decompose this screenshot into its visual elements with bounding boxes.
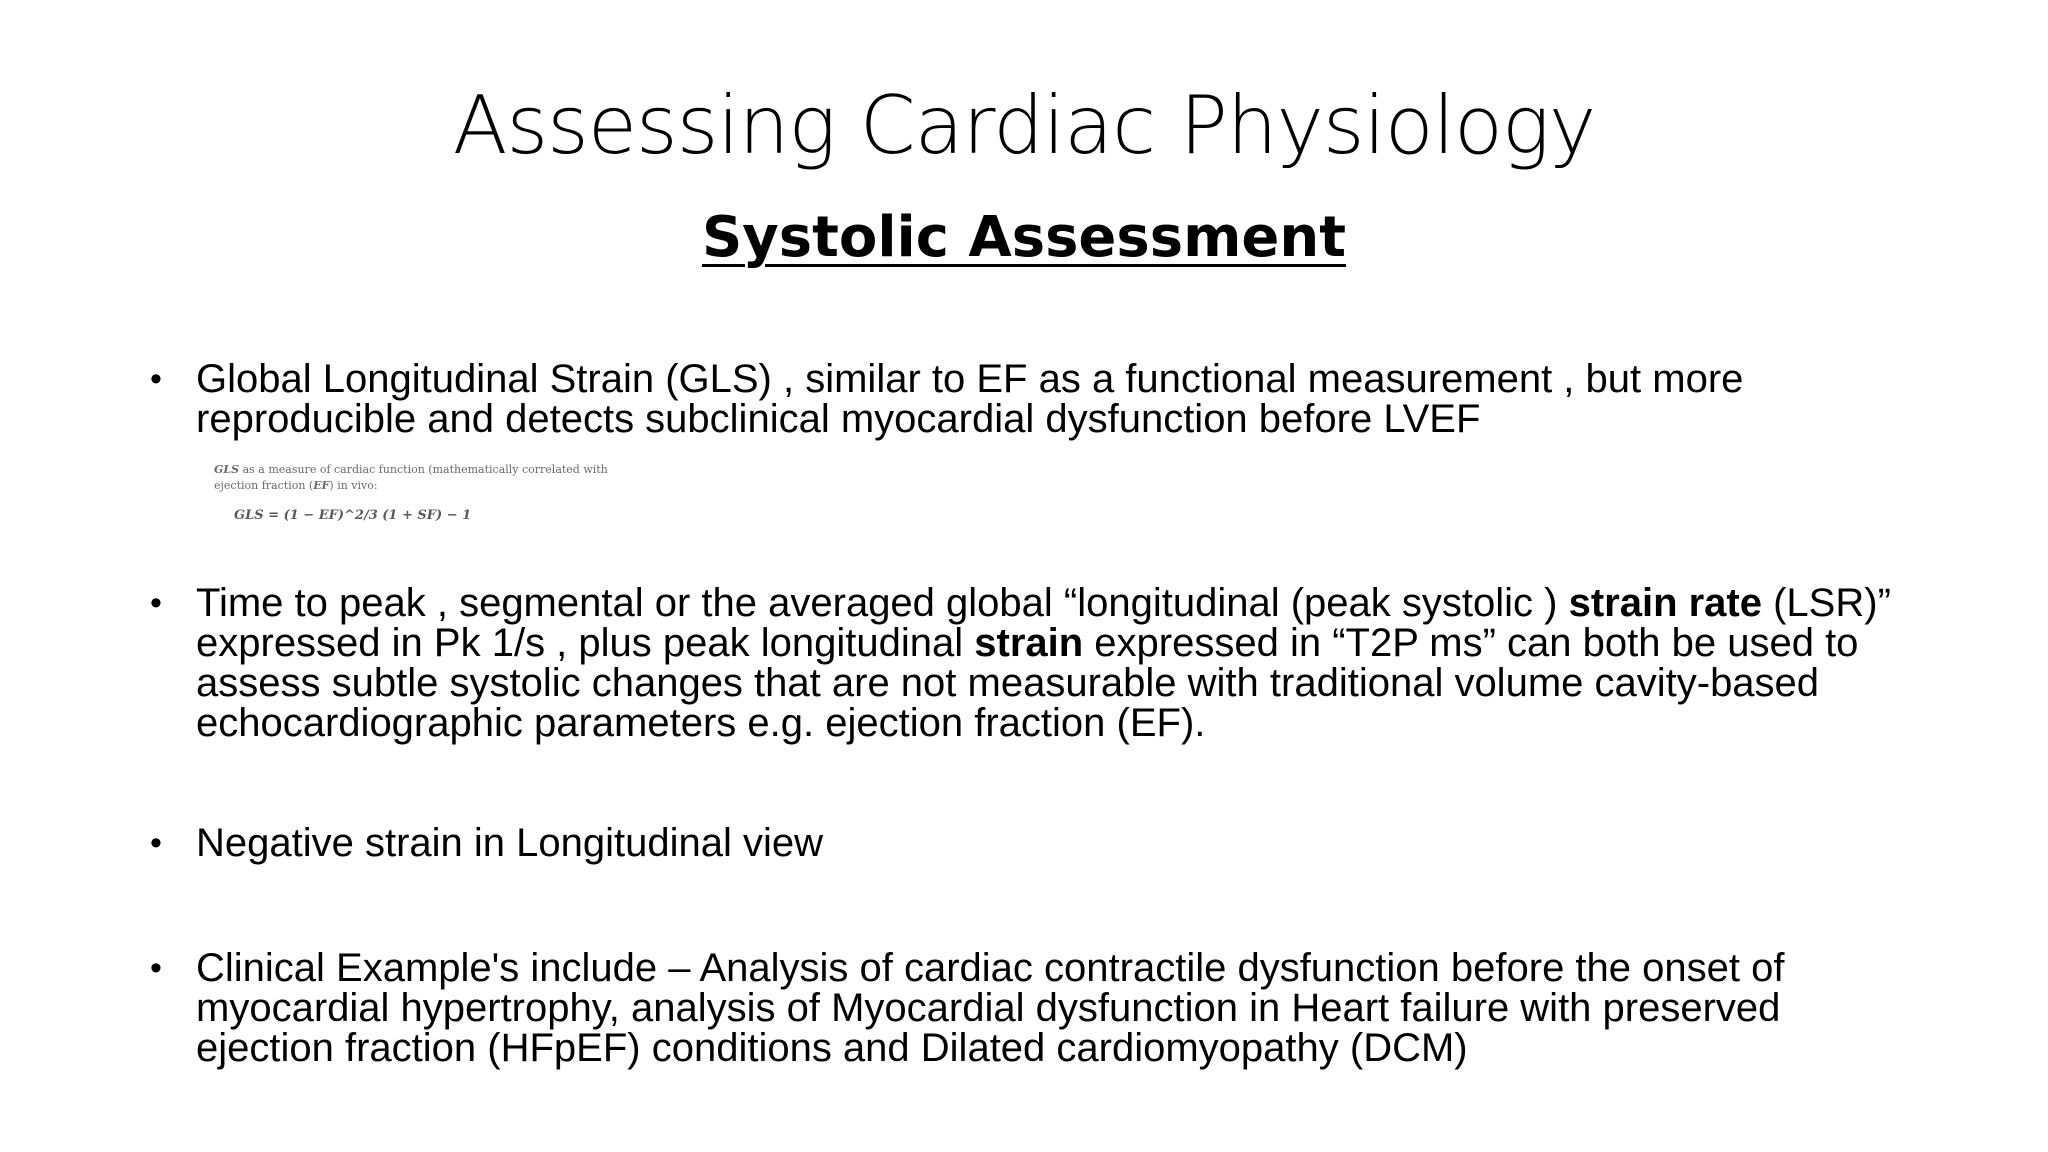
- slide-title: Assessing Cardiac Physiology: [452, 79, 1596, 172]
- slide-subtitle: Systolic Assessment: [701, 205, 1347, 270]
- bullet-negative-strain-text: Negative strain in Longitudinal view: [196, 821, 824, 865]
- formula-desc-text: as a measure of cardiac function (mathematically correlated with ejection fraction (: [214, 463, 608, 492]
- gls-formula-image: [214, 462, 634, 538]
- bullet-marker: •: [150, 584, 162, 622]
- bullet-strain-rate-part2: (LSR)” expressed in Pk 1/s , plus peak longitudinal: [196, 581, 1891, 665]
- formula-description: [214, 462, 634, 494]
- bullet-strain-rate: [150, 583, 1910, 743]
- bullet-strain-rate-part1: Time to peak , segmental or the averaged global “longitudinal (peak systolic ): [196, 581, 1569, 625]
- bullet-strain-rate-text: [196, 583, 1910, 743]
- bullet-strain-rate-bold2: strain: [974, 621, 1084, 665]
- formula-ef-label: EF: [313, 479, 330, 492]
- bullet-clinical-examples-text: Clinical Example's include – Analysis of cardiac contractile dysfunction before the onset of myocardial hypertrophy, analysis of Myocardial dysfunction in Heart failure with preserved ejection fraction (HFpEF) conditions and Dilated cardiomyopathy (DCM): [196, 946, 1785, 1070]
- bullet-clinical-examples: [150, 948, 1910, 1068]
- bullet-marker: •: [150, 824, 162, 862]
- bullet-marker: •: [150, 949, 162, 987]
- formula-equation-text: GLS = (1 − EF)^2/3 (1 + SF) − 1: [234, 508, 472, 523]
- bullet-gls: [150, 359, 1910, 439]
- bullet-strain-rate-bold1: strain rate: [1568, 581, 1762, 625]
- bullet-strain-rate-part3: expressed in “T2P ms” can both be used to assess subtle systolic changes that are not measurable with traditional volume cavity-based echocardiographic parameters e.g. ejection fraction (EF).: [196, 621, 1859, 745]
- formula-desc-end: ) in vivo:: [329, 479, 378, 492]
- bullet-gls-text: Global Longitudinal Strain (GLS) , similar to EF as a functional measurement , but more reproducible and detects subclinical myocardial dysfunction before LVEF: [196, 357, 1744, 441]
- bullet-marker: •: [150, 360, 162, 398]
- formula-gls-label: GLS: [214, 463, 240, 476]
- formula-equation: [234, 508, 634, 524]
- bullet-negative-strain: [150, 823, 1910, 863]
